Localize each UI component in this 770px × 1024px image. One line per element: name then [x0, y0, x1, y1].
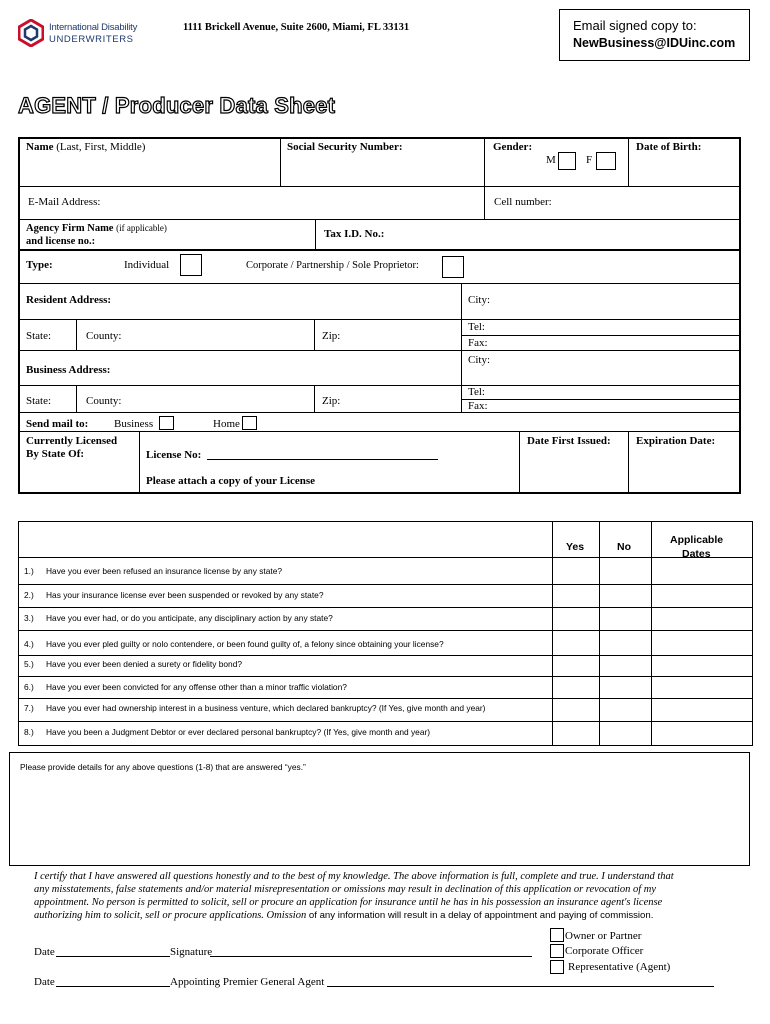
answer-yes-cell[interactable] [553, 699, 599, 721]
resident-county-label: County: [86, 330, 122, 342]
send-business-label: Business [114, 418, 154, 430]
logo-line1: International Disability [49, 22, 138, 33]
date-label: Date [34, 946, 55, 958]
role-rep-checkbox[interactable] [550, 960, 564, 974]
answer-yes-cell[interactable] [553, 608, 599, 630]
answer-yes-cell[interactable] [553, 585, 599, 607]
answer-yes-cell[interactable] [553, 656, 599, 676]
answer-no-cell[interactable] [600, 677, 651, 698]
resident-fax-field[interactable] [490, 336, 736, 349]
email-box [559, 9, 750, 61]
question-number: 3.) [24, 613, 34, 623]
question-text: Have you ever been refused an insurance license by any state? [46, 566, 283, 576]
answer-no-cell[interactable] [600, 631, 651, 655]
resident-zip-field[interactable] [316, 321, 459, 348]
business-tel-label: Tel: [468, 386, 485, 398]
details-textarea[interactable] [9, 752, 750, 866]
resident-state-field[interactable] [20, 321, 74, 348]
logo-hexagon-icon [18, 19, 44, 47]
business-city-label: City: [468, 354, 491, 366]
cell-label: Cell number: [494, 196, 552, 208]
resident-tel-field[interactable] [490, 320, 736, 334]
question-text: Have you ever been denied a surety or fidelity bond? [46, 659, 243, 669]
col-applicable-header: Applicable [670, 534, 724, 546]
certification-line: appointment. No person is permitted to solicit, sell or procure an application for insurance until he has in his possession an insurance agent's license [34, 897, 663, 908]
answer-no-cell[interactable] [600, 558, 651, 584]
ssn-field[interactable] [282, 155, 482, 185]
question-number: 8.) [24, 727, 34, 737]
applicable-dates-cell[interactable] [652, 656, 752, 676]
col-dates-header: Dates [682, 548, 711, 557]
details-prompt: Please provide details for any above questions (1-8) that are answered “yes.” [20, 762, 306, 772]
business-county-field[interactable] [78, 387, 312, 410]
role-owner-checkbox[interactable] [550, 928, 564, 942]
answer-no-cell[interactable] [600, 722, 651, 745]
answer-yes-cell[interactable] [553, 677, 599, 698]
type-individual-label: Individual [124, 259, 170, 271]
resident-county-field[interactable] [78, 321, 312, 348]
expiration-date-label: Expiration Date: [636, 435, 716, 447]
send-home-label: Home [213, 418, 240, 430]
tax-label: Tax I.D. No.: [324, 228, 385, 240]
signature-field[interactable] [210, 956, 532, 957]
email-label: Email signed copy to: [573, 18, 697, 33]
gender-f-checkbox[interactable] [596, 152, 616, 170]
send-home-checkbox[interactable] [242, 416, 257, 430]
type-corporate-label: Corporate / Partnership / Sole Proprietor: [246, 260, 419, 271]
tax-id-field[interactable] [400, 222, 736, 246]
date-field[interactable] [56, 956, 170, 957]
resident-address-label: Resident Address: [26, 294, 112, 306]
dob-label: Date of Birth: [636, 141, 702, 153]
answer-no-cell[interactable] [600, 699, 651, 721]
resident-city-field[interactable] [492, 287, 736, 315]
name-field[interactable] [20, 139, 278, 185]
question-number: 4.) [24, 639, 34, 649]
col-yes-header: Yes [566, 541, 585, 553]
role-rep-label: Representative (Agent) [568, 961, 671, 973]
email-address[interactable]: NewBusiness@IDUinc.com [573, 36, 736, 50]
type-label: Type: [26, 259, 53, 271]
applicable-dates-cell[interactable] [652, 722, 752, 745]
resident-tel-label: Tel: [468, 321, 485, 333]
applicable-dates-cell[interactable] [652, 699, 752, 721]
gender-label: Gender: [493, 141, 533, 153]
company-logo [18, 16, 138, 50]
answer-yes-cell[interactable] [553, 722, 599, 745]
resident-address-field[interactable] [120, 287, 458, 315]
resident-zip-label: Zip: [322, 330, 341, 342]
answer-no-cell[interactable] [600, 608, 651, 630]
business-fax-field[interactable] [490, 400, 736, 411]
business-city-field[interactable] [492, 352, 736, 383]
email-field-label: E-Mail Address: [28, 196, 101, 208]
answer-no-cell[interactable] [600, 585, 651, 607]
type-corporate-checkbox[interactable] [442, 256, 464, 278]
gender-m-label: M [546, 154, 556, 166]
applicable-dates-cell[interactable] [652, 585, 752, 607]
business-address-field[interactable] [120, 352, 458, 383]
business-zip-label: Zip: [322, 395, 341, 407]
attach-license-note: Please attach a copy of your License [146, 475, 316, 487]
licensed-label2: By State Of: [26, 448, 85, 460]
certification-line: I certify that I have answered all questions honestly and to the best of my knowledge. The above information is full, complete and true. I understand that [34, 871, 674, 882]
applicable-dates-cell[interactable] [652, 677, 752, 698]
license-no-field[interactable] [207, 459, 438, 460]
logo-line2: UNDERWRITERS [49, 34, 134, 45]
question-number: 1.) [24, 566, 34, 576]
email-field[interactable] [110, 190, 480, 216]
certification-line: any misstatements, false statements and/or material misrepresentation or omissions may result in declination of this application or revocation of my [34, 884, 656, 895]
date-first-issued-label: Date First Issued: [527, 435, 611, 447]
gender-f-label: F [586, 154, 593, 166]
question-text: Have you ever pled guilty or nolo contendere, or been found guilty of, a felony since obtaining your license? [46, 639, 444, 649]
col-no-header: No [617, 541, 631, 553]
gender-m-checkbox[interactable] [558, 152, 576, 170]
question-text: Have you ever had, or do you anticipate, any disciplinary action by any state? [46, 613, 333, 623]
role-officer-label: Corporate Officer [565, 945, 644, 957]
ssn-label: Social Security Number: [287, 141, 403, 153]
header-address: 1111 Brickell Avenue, Suite 2600, Miami, FL 33131 [183, 22, 410, 33]
resident-fax-label: Fax: [468, 337, 488, 349]
applicable-dates-cell[interactable] [652, 631, 752, 655]
business-address-label: Business Address: [26, 364, 111, 376]
answer-no-cell[interactable] [600, 656, 651, 676]
question-text: Has your insurance license ever been suspended or revoked by any state? [46, 590, 324, 600]
business-state-label: State: [26, 395, 52, 407]
date-label-2: Date [34, 976, 55, 988]
date-field-2[interactable] [56, 986, 170, 987]
answer-yes-cell[interactable] [553, 631, 599, 655]
question-number: 6.) [24, 682, 34, 692]
licensed-label1: Currently Licensed [26, 435, 118, 447]
agency-label: Agency Firm Name (if applicable) [26, 223, 167, 234]
role-officer-checkbox[interactable] [550, 944, 564, 958]
send-business-checkbox[interactable] [159, 416, 174, 430]
question-number: 5.) [24, 659, 34, 669]
expiration-date-field[interactable] [630, 450, 737, 491]
business-tel-field[interactable] [490, 386, 736, 398]
license-no-label: License No: [146, 449, 202, 461]
type-individual-checkbox[interactable] [180, 254, 202, 276]
applicable-dates-cell[interactable] [652, 558, 752, 584]
resident-state-label: State: [26, 330, 52, 342]
send-mail-label: Send mail to: [26, 418, 89, 430]
answer-yes-cell[interactable] [553, 558, 599, 584]
business-state-field[interactable] [20, 387, 74, 410]
name-label: Name (Last, First, Middle) [26, 141, 146, 153]
certification-text [34, 870, 746, 922]
appointing-agent-label: Appointing Premier General Agent [170, 976, 325, 988]
signature-label: Signature [170, 946, 213, 958]
resident-city-label: City: [468, 294, 491, 306]
question-text: Have you ever been convicted for any offense other than a minor traffic violation? [46, 682, 347, 692]
page-title: AGENT / Producer Data Sheet [18, 93, 336, 118]
business-zip-field[interactable] [316, 387, 459, 410]
business-fax-label: Fax: [468, 400, 488, 412]
question-text: Have you ever had ownership interest in a business venture, which declared bankruptcy? (If Yes, give month and year) [46, 703, 486, 713]
business-county-label: County: [86, 395, 122, 407]
licensed-state-field[interactable] [20, 462, 137, 491]
role-owner-label: Owner or Partner [565, 930, 642, 942]
cell-field[interactable] [556, 190, 736, 216]
question-number: 2.) [24, 590, 34, 600]
dob-field[interactable] [630, 155, 738, 185]
question-number: 7.) [24, 703, 34, 713]
date-first-issued-field[interactable] [521, 450, 626, 491]
applicable-dates-cell[interactable] [652, 608, 752, 630]
question-text: Have you been a Judgment Debtor or ever declared personal bankruptcy? (If Yes, give month and year) [46, 727, 431, 737]
appointing-agent-field[interactable] [327, 986, 714, 987]
agency-label2: and license no.: [26, 236, 96, 247]
certification-line: authorizing him to solicit, sell or procure applications. Omission of any information will result in a delay of appointment and paying of commission. [34, 910, 654, 921]
